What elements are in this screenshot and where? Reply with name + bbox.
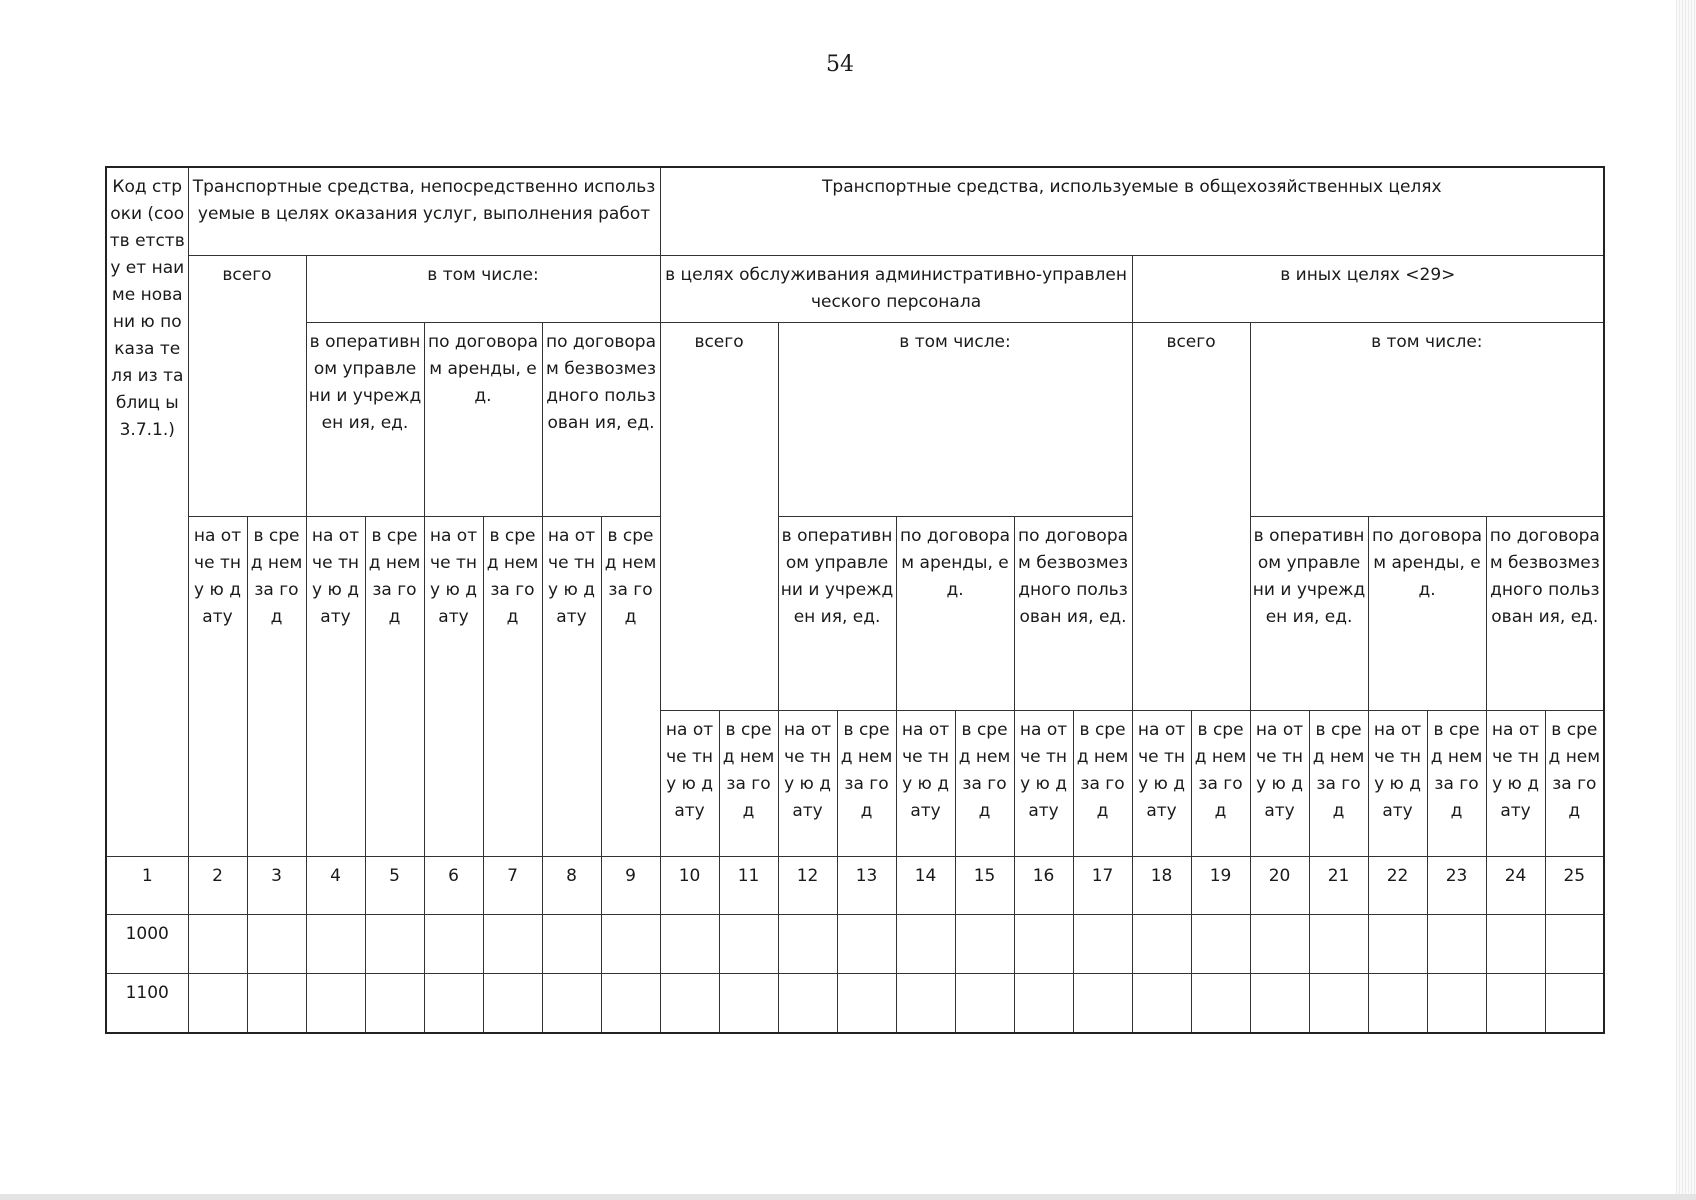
- data-cell[interactable]: [365, 914, 424, 973]
- data-cell[interactable]: [483, 973, 542, 1033]
- column-number: 20: [1250, 856, 1309, 914]
- data-cell[interactable]: [955, 973, 1014, 1033]
- data-cell[interactable]: [896, 914, 955, 973]
- data-cell[interactable]: [1073, 973, 1132, 1033]
- column-number-row: [106, 856, 1604, 914]
- data-cell[interactable]: [1132, 973, 1191, 1033]
- data-cell[interactable]: [188, 973, 247, 1033]
- column-number: 10: [660, 856, 719, 914]
- data-cell[interactable]: [719, 973, 778, 1033]
- data-cell[interactable]: [1014, 973, 1073, 1033]
- header-row-1: [106, 167, 1604, 255]
- sub-avg-year: в сред нем за год: [1191, 710, 1250, 856]
- header-row-3: [106, 322, 1604, 516]
- sub-avg-year: в сред нем за год: [247, 516, 306, 856]
- scan-edge: [1676, 0, 1696, 1200]
- other-operational-header: в оперативн ом управлени и учрежден ия, ед.: [1250, 516, 1368, 710]
- data-cell[interactable]: [1486, 914, 1545, 973]
- data-cell[interactable]: [306, 973, 365, 1033]
- data-cell[interactable]: [1427, 973, 1486, 1033]
- data-cell[interactable]: [1132, 914, 1191, 973]
- row-code: 1100: [106, 973, 188, 1033]
- other-lease-header: по договорам аренды, ед.: [1368, 516, 1486, 710]
- column-number: 13: [837, 856, 896, 914]
- table-row-1000: [106, 914, 1604, 973]
- column-number: 17: [1073, 856, 1132, 914]
- data-cell[interactable]: [1250, 973, 1309, 1033]
- column-number: 1: [106, 856, 188, 914]
- admin-purposes-header: в целях обслуживания административно-управленческого персонала: [660, 255, 1132, 322]
- data-cell[interactable]: [542, 914, 601, 973]
- data-cell[interactable]: [1014, 914, 1073, 973]
- data-cell[interactable]: [542, 973, 601, 1033]
- data-cell[interactable]: [778, 973, 837, 1033]
- sub-avg-year: в сред нем за год: [1309, 710, 1368, 856]
- data-cell[interactable]: [247, 914, 306, 973]
- admin-free-use-header: по договорам безвозмез дного пользован ия, ед.: [1014, 516, 1132, 710]
- data-cell[interactable]: [837, 914, 896, 973]
- column-number: 16: [1014, 856, 1073, 914]
- data-cell[interactable]: [483, 914, 542, 973]
- sub-avg-year: в сред нем за год: [1545, 710, 1604, 856]
- data-cell[interactable]: [1368, 973, 1427, 1033]
- direct-lease-header: по договорам аренды, ед.: [424, 322, 542, 516]
- other-free-use-header: по договорам безвозмез дного пользован ия, ед.: [1486, 516, 1604, 710]
- data-cell[interactable]: [1191, 973, 1250, 1033]
- sub-avg-year: в сред нем за год: [601, 516, 660, 856]
- data-cell[interactable]: [1309, 914, 1368, 973]
- data-cell[interactable]: [1073, 914, 1132, 973]
- data-cell[interactable]: [1368, 914, 1427, 973]
- data-cell[interactable]: [1427, 914, 1486, 973]
- column-number: 9: [601, 856, 660, 914]
- data-cell[interactable]: [1486, 973, 1545, 1033]
- sub-on-date: на отче тну ю дату: [424, 516, 483, 856]
- data-cell[interactable]: [955, 914, 1014, 973]
- header-row-4: [106, 516, 1604, 710]
- data-cell[interactable]: [1545, 973, 1604, 1033]
- other-purposes-header: в иных целях <29>: [1132, 255, 1604, 322]
- scan-edge-bottom: [0, 1194, 1696, 1200]
- sub-on-date: на отче тну ю дату: [778, 710, 837, 856]
- column-number: 5: [365, 856, 424, 914]
- sub-avg-year: в сред нем за год: [837, 710, 896, 856]
- direct-operational-header: в оперативн ом управлени и учрежден ия, ед.: [306, 322, 424, 516]
- sub-on-date: на отче тну ю дату: [1250, 710, 1309, 856]
- admin-operational-header: в оперативн ом управлени и учрежден ия, ед.: [778, 516, 896, 710]
- vehicles-table: [105, 166, 1605, 1034]
- column-number: 19: [1191, 856, 1250, 914]
- sub-on-date: на отче тну ю дату: [896, 710, 955, 856]
- table-row-1100: [106, 973, 1604, 1033]
- data-cell[interactable]: [306, 914, 365, 973]
- data-cell[interactable]: [778, 914, 837, 973]
- data-cell[interactable]: [424, 914, 483, 973]
- direct-including-header: в том числе:: [306, 255, 660, 322]
- column-number: 7: [483, 856, 542, 914]
- column-number: 18: [1132, 856, 1191, 914]
- page-number: 54: [826, 52, 854, 77]
- column-number: 4: [306, 856, 365, 914]
- group-general-header: Транспортные средства, используемые в общехозяйственных целях: [660, 167, 1604, 255]
- data-cell[interactable]: [601, 914, 660, 973]
- sub-avg-year: в сред нем за год: [955, 710, 1014, 856]
- column-number: 24: [1486, 856, 1545, 914]
- column-number: 23: [1427, 856, 1486, 914]
- row-code: 1000: [106, 914, 188, 973]
- data-cell[interactable]: [1309, 973, 1368, 1033]
- column-number: 21: [1309, 856, 1368, 914]
- data-cell[interactable]: [247, 973, 306, 1033]
- data-cell[interactable]: [1250, 914, 1309, 973]
- sub-avg-year: в сред нем за год: [1427, 710, 1486, 856]
- other-including-header: в том числе:: [1250, 322, 1604, 516]
- sub-avg-year: в сред нем за год: [719, 710, 778, 856]
- data-cell[interactable]: [365, 973, 424, 1033]
- column-number: 25: [1545, 856, 1604, 914]
- admin-total-header: всего: [660, 322, 778, 710]
- sub-avg-year: в сред нем за год: [365, 516, 424, 856]
- sub-on-date: на отче тну ю дату: [1368, 710, 1427, 856]
- sub-on-date: на отче тну ю дату: [660, 710, 719, 856]
- data-cell[interactable]: [1191, 914, 1250, 973]
- data-cell[interactable]: [719, 914, 778, 973]
- sub-on-date: на отче тну ю дату: [188, 516, 247, 856]
- sub-avg-year: в сред нем за год: [1073, 710, 1132, 856]
- sub-on-date: на отче тну ю дату: [542, 516, 601, 856]
- other-total-header: всего: [1132, 322, 1250, 710]
- sub-on-date: на отче тну ю дату: [1132, 710, 1191, 856]
- data-cell[interactable]: [601, 973, 660, 1033]
- column-number: 2: [188, 856, 247, 914]
- column-number: 8: [542, 856, 601, 914]
- column-number: 6: [424, 856, 483, 914]
- direct-free-use-header: по договорам безвозмез дного пользован ия, ед.: [542, 322, 660, 516]
- column-number: 11: [719, 856, 778, 914]
- data-cell[interactable]: [424, 973, 483, 1033]
- data-cell[interactable]: [837, 973, 896, 1033]
- direct-total-header: всего: [188, 255, 306, 516]
- column-number: 3: [247, 856, 306, 914]
- column-number: 15: [955, 856, 1014, 914]
- code-header: Код строки (соотв етству ет наиме новани ю показа теля из таблиц ы 3.7.1.): [106, 167, 188, 856]
- data-cell[interactable]: [896, 973, 955, 1033]
- admin-lease-header: по договорам аренды, ед.: [896, 516, 1014, 710]
- column-number: 22: [1368, 856, 1427, 914]
- sub-avg-year: в сред нем за год: [483, 516, 542, 856]
- data-cell[interactable]: [660, 973, 719, 1033]
- sub-on-date: на отче тну ю дату: [1486, 710, 1545, 856]
- group-direct-header: Транспортные средства, непосредственно используемые в целях оказания услуг, выполнения работ: [188, 167, 660, 255]
- admin-including-header: в том числе:: [778, 322, 1132, 516]
- data-cell[interactable]: [1545, 914, 1604, 973]
- header-row-2: [106, 255, 1604, 322]
- sub-on-date: на отче тну ю дату: [1014, 710, 1073, 856]
- sub-on-date: на отче тну ю дату: [306, 516, 365, 856]
- data-cell[interactable]: [660, 914, 719, 973]
- column-number: 12: [778, 856, 837, 914]
- column-number: 14: [896, 856, 955, 914]
- data-cell[interactable]: [188, 914, 247, 973]
